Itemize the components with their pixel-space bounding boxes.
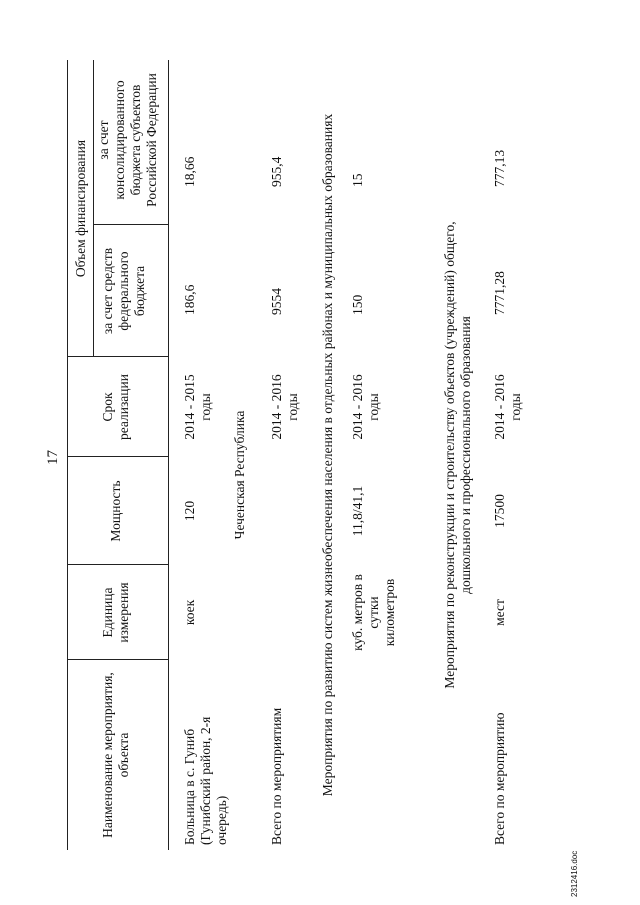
row2-name: Всего по мероприятиям — [269, 707, 284, 845]
row1-federal: 186,6 — [182, 284, 197, 315]
row1-unit: коек — [182, 599, 197, 626]
footer-code: 2312416.doc — [570, 850, 579, 897]
row2-federal: 9554 — [269, 288, 284, 315]
row4-unit: мест — [492, 599, 507, 626]
col-divider-5 — [93, 224, 168, 225]
header-funding: Объем финансирования — [73, 139, 88, 278]
section-life-support: Мероприятия по развитию систем жизнеобеспечения населения в отдельных районах и муниципальных образованиях — [320, 113, 335, 797]
row3-term: 2014 - 2016 годы — [350, 374, 381, 440]
row1-capacity: 120 — [182, 500, 197, 522]
header-regional: за счет консолидированного бюджета субъектов Российской Федерации — [96, 73, 159, 207]
row4-term: 2014 - 2016 годы — [492, 374, 523, 440]
row2-term: 2014 - 2016 годы — [269, 374, 300, 440]
row3-capacity: 11,8/41,1 — [350, 485, 365, 537]
row4-regional: 777,13 — [492, 149, 507, 187]
header-federal: за счет средств федерального бюджета — [100, 247, 147, 335]
section-chechen: Чеченская Республика — [232, 410, 247, 540]
header-name: Наименование мероприятия, объекта — [100, 672, 131, 838]
header-bottom-rule — [168, 60, 169, 850]
header-capacity: Мощность — [108, 480, 123, 542]
row4-federal: 7771,28 — [492, 271, 507, 315]
row3-unit: куб. метров в сутки километров — [350, 574, 397, 651]
col-divider-1 — [67, 659, 168, 660]
row3-federal: 150 — [350, 294, 365, 315]
col-divider-3 — [67, 456, 168, 457]
funding-subheader-rule — [93, 60, 94, 357]
row4-name: Всего по мероприятию — [492, 712, 507, 845]
row1-regional: 18,66 — [182, 156, 197, 187]
row1-name: Больница в с. Гуниб (Гунибский район, 2-я очередь) — [182, 716, 229, 845]
col-divider-2 — [67, 564, 168, 565]
row3-regional: 15 — [350, 173, 365, 187]
row1-term: 2014 - 2015 годы — [182, 374, 213, 440]
header-unit: Единица измерения — [100, 582, 131, 643]
section-education: Мероприятия по реконструкции и строительству объектов (учреждений) общего, дошкольного и профессионального образования — [442, 221, 473, 689]
table-top-rule — [67, 60, 68, 850]
page-number: 17 — [45, 450, 61, 465]
row4-capacity: 17500 — [492, 494, 507, 528]
row2-regional: 955,4 — [269, 156, 284, 187]
header-term: Срок реализации — [100, 374, 131, 440]
